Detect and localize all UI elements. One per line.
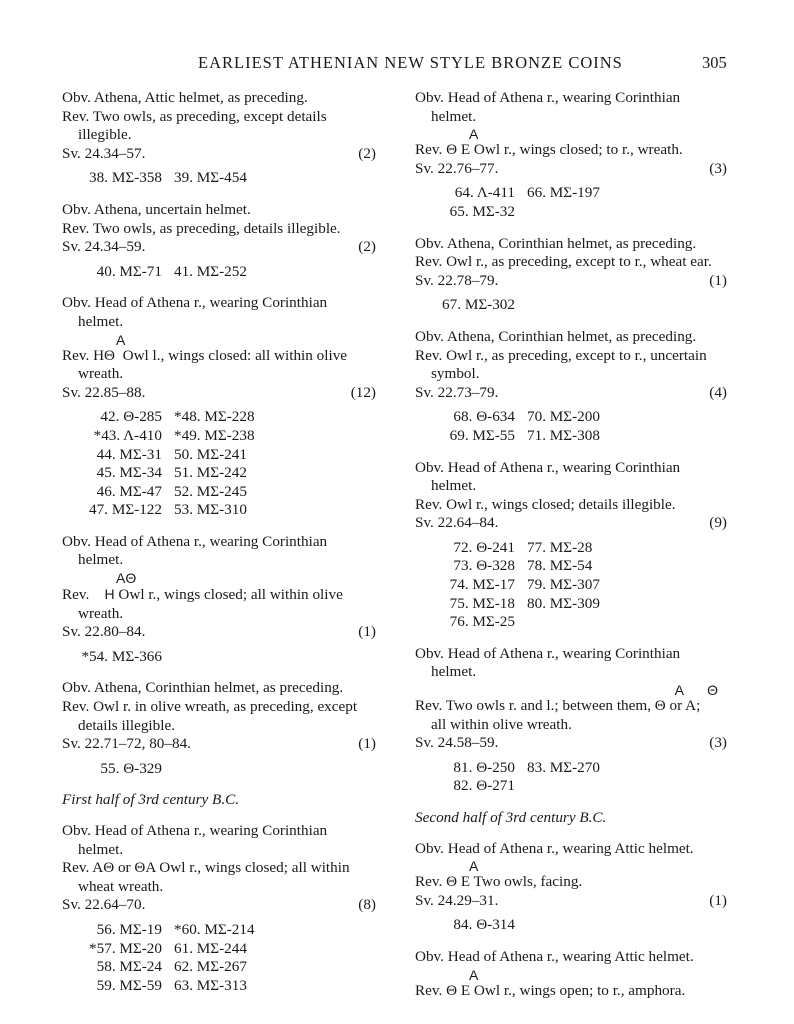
svoronos-ref: Sv. 22.78–79. xyxy=(415,271,499,289)
specimen-item: 64. Λ-411 xyxy=(454,184,515,202)
specimen-item: *43. Λ-410 xyxy=(93,426,162,444)
coin-entry xyxy=(62,294,380,520)
page-number: 305 xyxy=(702,53,727,72)
svoronos-ref-row xyxy=(415,892,731,911)
reverse-text: Rev. Two owls, as preceding, details illegible. xyxy=(62,219,341,237)
reverse-text-cont: wheat wreath. xyxy=(78,877,164,895)
page-header xyxy=(0,53,794,77)
specimen-count: (1) xyxy=(709,891,727,909)
monogram-letter: A xyxy=(469,966,479,983)
specimen-item: 78. MΣ-54 xyxy=(527,557,593,575)
specimen-count: (1) xyxy=(709,271,727,289)
obverse-text-cont: helmet. xyxy=(78,312,124,330)
specimen-item: 51. MΣ-242 xyxy=(174,464,247,482)
specimen-item: 55. Θ-329 xyxy=(100,759,162,777)
coin-entry xyxy=(415,235,731,315)
coin-entry xyxy=(62,679,380,778)
obverse-text: Obv. Athena, Corinthian helmet, as preceding. xyxy=(415,234,697,252)
specimen-item: 82. Θ-271 xyxy=(453,777,515,795)
specimen-list xyxy=(62,921,380,995)
specimen-list xyxy=(415,296,731,315)
specimen-list xyxy=(62,648,380,667)
specimen-item: 63. MΣ-313 xyxy=(174,976,247,994)
specimen-item: 66. MΣ-197 xyxy=(527,184,600,202)
specimen-item: 76. MΣ-25 xyxy=(449,613,515,631)
obverse-text-cont: helmet. xyxy=(431,107,477,125)
specimen-item: 56. MΣ-19 xyxy=(96,920,162,938)
specimen-item: 41. MΣ-252 xyxy=(174,262,247,280)
specimen-item: 84. Θ-314 xyxy=(453,916,515,934)
specimen-item: *60. MΣ-214 xyxy=(174,920,255,938)
reverse-text: Rev. Owl r., as preceding, except to r., uncertain xyxy=(415,346,707,364)
monogram-letters: A Θ xyxy=(674,682,718,699)
specimen-count: (3) xyxy=(709,159,727,177)
running-title: EARLIEST ATHENIAN NEW STYLE BRONZE COINS xyxy=(198,53,623,72)
specimen-item: 50. MΣ-241 xyxy=(174,445,247,463)
specimen-item: *54. MΣ-366 xyxy=(81,647,162,665)
reverse-text: Rev. Θ E Two owls, facing. xyxy=(415,873,583,891)
specimen-count: (2) xyxy=(358,144,376,162)
obverse-text: Obv. Head of Athena r., wearing Corinthian xyxy=(62,532,328,550)
obverse-text: Obv. Head of Athena r., wearing Corinthian xyxy=(415,644,681,662)
reverse-text-cont: symbol. xyxy=(431,365,480,383)
svoronos-ref-row xyxy=(62,735,380,754)
specimen-item: 47. MΣ-122 xyxy=(89,501,162,519)
coin-entry xyxy=(415,645,731,796)
specimen-count: (1) xyxy=(358,623,376,641)
specimen-item: 52. MΣ-245 xyxy=(174,482,247,500)
specimen-item: 40. MΣ-71 xyxy=(96,262,162,280)
obverse-text: Obv. Head of Athena r., wearing Corinthian xyxy=(62,294,328,312)
svoronos-ref: Sv. 22.73–79. xyxy=(415,383,499,401)
specimen-item xyxy=(515,777,655,796)
obverse-text: Obv. Head of Athena r., wearing Corinthian xyxy=(62,822,328,839)
svoronos-ref-row xyxy=(62,238,380,257)
obverse-text-cont: helmet. xyxy=(78,840,124,858)
svoronos-ref-row xyxy=(62,145,380,164)
obverse-text-cont: helmet. xyxy=(431,663,477,681)
specimen-item: 77. MΣ-28 xyxy=(527,538,593,556)
obverse-text: Obv. Athena, Corinthian helmet, as preceding. xyxy=(415,327,697,345)
specimen-item: 80. MΣ-309 xyxy=(527,594,600,612)
left-column xyxy=(62,89,380,1008)
monogram-letters: AΘ xyxy=(116,570,137,587)
coin-entry xyxy=(62,533,380,667)
reverse-desc: Owl r., wings closed; all within olive xyxy=(118,586,343,604)
coin-entry xyxy=(415,89,731,222)
monogram-letter: A xyxy=(469,126,479,143)
specimen-item: 71. MΣ-308 xyxy=(527,426,600,444)
specimen-item: 79. MΣ-307 xyxy=(527,576,600,594)
specimen-item: 67. MΣ-302 xyxy=(442,296,515,314)
svoronos-ref-row xyxy=(415,514,731,533)
obverse-text-cont: helmet. xyxy=(431,477,477,495)
specimen-item: 72. Θ-241 xyxy=(453,538,515,556)
svoronos-ref-row xyxy=(415,160,731,179)
specimen-list xyxy=(415,539,731,632)
obverse-text: Obv. Head of Athena r., wearing Attic helmet. xyxy=(415,947,694,965)
svoronos-ref-row xyxy=(415,272,731,291)
specimen-count: (2) xyxy=(358,238,376,256)
specimen-item: 70. MΣ-200 xyxy=(527,408,600,426)
svoronos-ref-row xyxy=(415,384,731,403)
svoronos-ref-row xyxy=(62,384,380,403)
coin-entry xyxy=(62,822,380,995)
obverse-text: Obv. Athena, Attic helmet, as preceding. xyxy=(62,89,308,106)
specimen-item: 73. Θ-328 xyxy=(453,557,515,575)
monogram-letter: A xyxy=(469,858,479,875)
specimen-list xyxy=(62,760,380,779)
obverse-text: Obv. Head of Athena r., wearing Corinthian xyxy=(415,89,681,106)
reverse-text: Rev. Θ E Owl r., wings open; to r., amphora. xyxy=(415,981,686,999)
reverse-text: Rev. Two owls, as preceding, except details xyxy=(62,107,327,125)
specimen-item: 39. MΣ-454 xyxy=(174,169,247,187)
section-heading: Second half of 3rd century B.C. xyxy=(415,809,607,826)
coin-entry xyxy=(415,948,731,1000)
reverse-text-cont: wreath. xyxy=(78,604,124,622)
specimen-item: 44. MΣ-31 xyxy=(96,445,162,463)
reverse-text xyxy=(62,347,380,366)
specimen-item: 62. MΣ-267 xyxy=(174,958,247,976)
coin-entry xyxy=(415,840,731,935)
coin-entry xyxy=(62,89,380,188)
obverse-text: Obv. Athena, Corinthian helmet, as preceding. xyxy=(62,679,344,697)
svoronos-ref: Sv. 22.64–70. xyxy=(62,896,146,914)
specimen-item: 58. MΣ-24 xyxy=(96,958,162,976)
specimen-count: (4) xyxy=(709,383,727,401)
specimen-count: (3) xyxy=(709,734,727,752)
specimen-list xyxy=(415,408,731,445)
reverse-label: Rev. HΘ xyxy=(62,346,116,364)
svoronos-ref: Sv. 22.80–84. xyxy=(62,623,146,641)
svoronos-ref-row xyxy=(62,623,380,642)
specimen-count: (9) xyxy=(709,514,727,532)
reverse-text xyxy=(62,585,380,605)
specimen-item: 83. MΣ-270 xyxy=(527,758,600,776)
svoronos-ref: Sv. 22.64–84. xyxy=(415,514,499,532)
obverse-text-cont: helmet. xyxy=(78,551,124,569)
obverse-text: Obv. Head of Athena r., wearing Corinthian xyxy=(415,458,681,476)
reverse-text-cont: details illegible. xyxy=(78,716,176,734)
specimen-item: 46. MΣ-47 xyxy=(96,482,162,500)
specimen-item: 61. MΣ-244 xyxy=(174,939,247,957)
svoronos-ref: Sv. 22.85–88. xyxy=(62,383,146,401)
specimen-item: 65. MΣ-32 xyxy=(449,202,515,220)
obverse-text: Obv. Athena, uncertain helmet. xyxy=(62,200,251,218)
monogram-letter: A xyxy=(116,331,126,348)
specimen-item: *49. MΣ-238 xyxy=(174,426,255,444)
section-heading: First half of 3rd century B.C. xyxy=(62,791,240,809)
specimen-item: *48. MΣ-228 xyxy=(174,408,255,426)
specimen-item xyxy=(515,203,655,222)
reverse-text-cont: all within olive wreath. xyxy=(431,715,572,733)
reverse-label: Rev. xyxy=(62,586,90,604)
reverse-text: Rev. Two owls r. and l.; between them, Θ or A; xyxy=(415,697,701,715)
specimen-item: 42. Θ-285 xyxy=(100,408,162,426)
specimen-item xyxy=(515,613,655,632)
specimen-item: 74. MΣ-17 xyxy=(449,576,515,594)
specimen-count: (1) xyxy=(358,735,376,753)
specimen-list xyxy=(62,408,380,520)
obverse-text: Obv. Head of Athena r., wearing Attic helmet. xyxy=(415,839,694,857)
specimen-item: 38. MΣ-358 xyxy=(89,169,162,187)
right-column xyxy=(415,89,731,1013)
svoronos-ref: Sv. 24.34–59. xyxy=(62,238,146,256)
coin-entry xyxy=(415,328,731,446)
reverse-text: Rev. AΘ or ΘA Owl r., wings closed; all within xyxy=(62,859,350,877)
specimen-item: 53. MΣ-310 xyxy=(174,501,247,519)
svoronos-ref: Sv. 22.71–72, 80–84. xyxy=(62,735,191,753)
specimen-count: (12) xyxy=(350,383,376,401)
reverse-text: Rev. Owl r. in olive wreath, as preceding, except xyxy=(62,698,358,716)
specimen-list xyxy=(62,169,380,188)
reverse-text: Rev. Owl r., wings closed; details illegible. xyxy=(415,495,676,513)
specimen-item: 59. MΣ-59 xyxy=(96,976,162,994)
specimen-list xyxy=(415,916,731,935)
svoronos-ref: Sv. 24.58–59. xyxy=(415,734,499,752)
specimen-list xyxy=(415,759,731,796)
specimen-item: 68. Θ-634 xyxy=(453,408,515,426)
specimen-item: 45. MΣ-34 xyxy=(96,464,162,482)
svoronos-ref: Sv. 22.76–77. xyxy=(415,159,499,177)
svoronos-ref-row xyxy=(415,734,731,753)
specimen-item: 75. MΣ-18 xyxy=(449,594,515,612)
reverse-text: Rev. Owl r., as preceding, except to r., wheat ear. xyxy=(415,253,712,271)
svoronos-ref: Sv. 24.29–31. xyxy=(415,891,499,909)
reverse-desc: Owl l., wings closed: all within olive xyxy=(122,346,348,364)
specimen-item: *57. MΣ-20 xyxy=(89,939,162,957)
monogram-letter: H xyxy=(104,586,115,603)
svoronos-ref-row xyxy=(62,896,380,915)
specimen-item: 81. Θ-250 xyxy=(453,758,515,776)
specimen-list xyxy=(62,263,380,282)
specimen-count: (8) xyxy=(358,896,376,914)
coin-entry xyxy=(415,459,731,632)
coin-entry xyxy=(62,201,380,281)
specimen-list xyxy=(415,184,731,221)
svoronos-ref: Sv. 24.34–57. xyxy=(62,144,146,162)
reverse-text-cont: illegible. xyxy=(78,126,132,144)
specimen-item: 69. MΣ-55 xyxy=(449,426,515,444)
reverse-text-cont: wreath. xyxy=(78,365,124,383)
reverse-text: Rev. Θ E Owl r., wings closed; to r., wreath. xyxy=(415,141,683,159)
